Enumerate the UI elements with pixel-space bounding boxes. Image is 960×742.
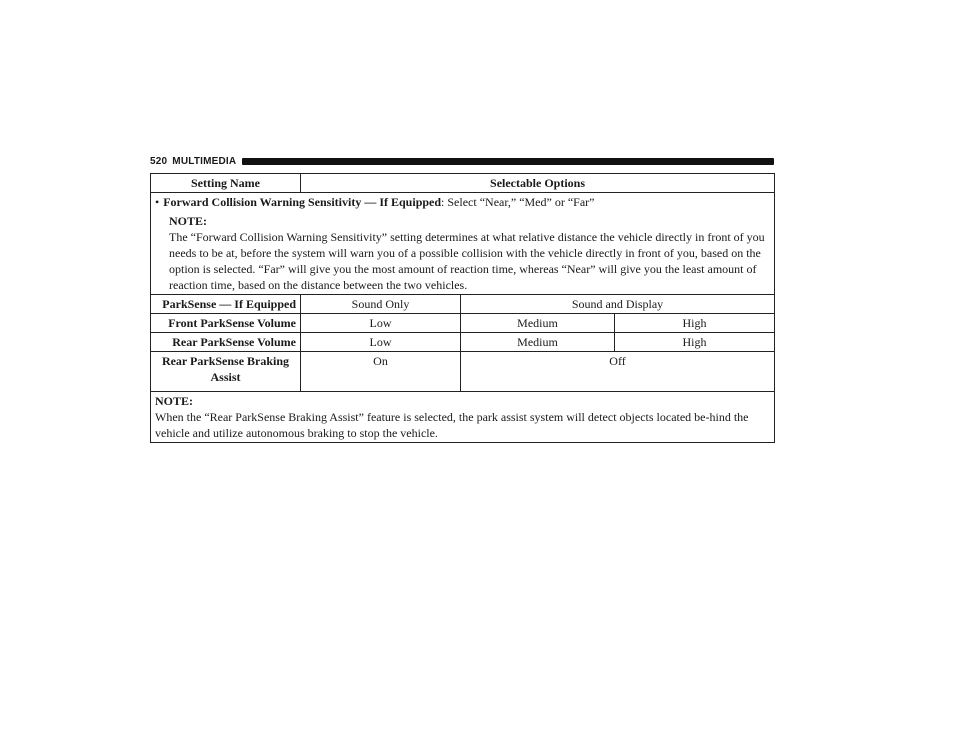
table-row-rear-braking bbox=[151, 352, 775, 392]
note-text: The “Forward Collision Warning Sensitivity” setting determines at what relative distance the vehicle directly in front of you needs to be at, before the system will warn you of a possible collision with the vehicle directly in front of you, based on the option is selected. “Far” will give you the most amount of reaction time, whereas “Near” will give you the least amount of reaction time, based on the distance between the two vehicles. bbox=[169, 230, 765, 292]
rear-braking-option-off: Off bbox=[461, 352, 775, 392]
rear-braking-option-on: On bbox=[301, 352, 461, 392]
section-title: MULTIMEDIA bbox=[172, 155, 237, 167]
bottom-note-cell bbox=[151, 392, 775, 443]
table-row-bottom-note bbox=[151, 392, 775, 443]
note-title: NOTE: bbox=[169, 214, 208, 228]
forward-collision-setting-name: Forward Collision Warning Sensitivity — If Equipped bbox=[163, 195, 442, 209]
rear-volume-option-low: Low bbox=[301, 333, 461, 352]
rear-volume-option-medium: Medium bbox=[461, 333, 615, 352]
bottom-note-title: NOTE: bbox=[155, 394, 194, 408]
column-header-selectable-options: Selectable Options bbox=[301, 174, 775, 193]
page-number: 520 bbox=[150, 155, 168, 167]
table-row-forward-collision bbox=[151, 193, 775, 295]
rear-volume-setting-name: Rear ParkSense Volume bbox=[151, 333, 301, 352]
settings-table bbox=[150, 173, 775, 443]
page-header bbox=[150, 154, 774, 168]
parksense-option-sound-and-display: Sound and Display bbox=[461, 295, 775, 314]
table-row-front-volume bbox=[151, 314, 775, 333]
table-header-row bbox=[151, 174, 775, 193]
parksense-setting-name: ParkSense — If Equipped bbox=[151, 295, 301, 314]
column-header-setting-name: Setting Name bbox=[151, 174, 301, 193]
table-row-parksense bbox=[151, 295, 775, 314]
bullet: • bbox=[155, 195, 160, 209]
front-volume-option-medium: Medium bbox=[461, 314, 615, 333]
parksense-option-sound-only: Sound Only bbox=[301, 295, 461, 314]
header-rule bbox=[242, 158, 774, 165]
front-volume-option-low: Low bbox=[301, 314, 461, 333]
front-volume-setting-name: Front ParkSense Volume bbox=[151, 314, 301, 333]
rear-volume-option-high: High bbox=[615, 333, 775, 352]
forward-collision-options: : Select “Near,” “Med” or “Far” bbox=[441, 195, 595, 209]
forward-collision-line bbox=[155, 194, 770, 210]
front-volume-option-high: High bbox=[615, 314, 775, 333]
forward-collision-cell bbox=[151, 193, 775, 295]
rear-braking-setting-name: Rear ParkSense Braking Assist bbox=[151, 352, 301, 392]
forward-collision-note bbox=[155, 213, 770, 293]
table-row-rear-volume bbox=[151, 333, 775, 352]
bottom-note-text: When the “Rear ParkSense Braking Assist” feature is selected, the park assist system will detect objects located be-hind the vehicle and utilize autonomous braking to stop the vehicle. bbox=[155, 410, 749, 440]
